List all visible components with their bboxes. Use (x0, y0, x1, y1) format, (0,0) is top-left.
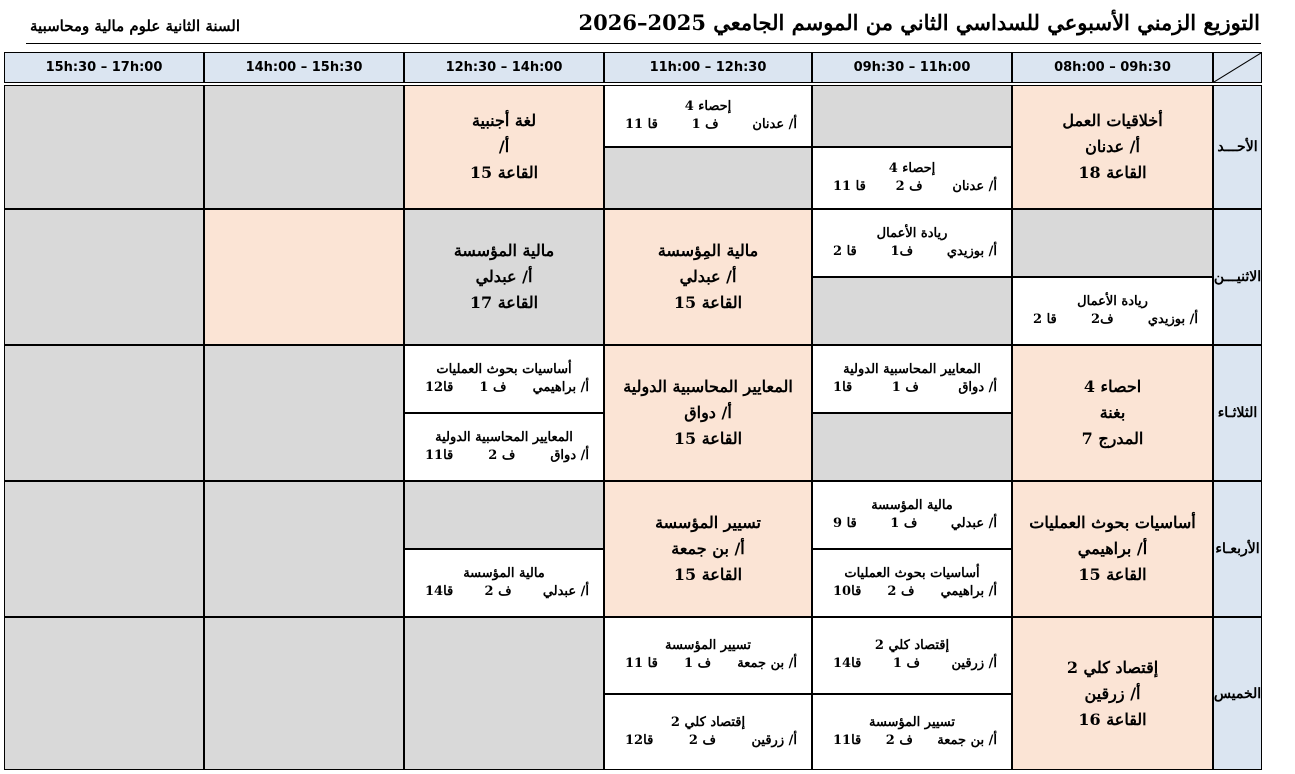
day-label-cell (1213, 209, 1262, 345)
group-label: ف2 (1091, 312, 1114, 327)
time-slot-header (404, 52, 604, 83)
lecture-cell[interactable] (1012, 617, 1213, 770)
session-details (827, 243, 997, 261)
session-details (1027, 311, 1198, 329)
room-name: القاعة 15 (673, 565, 743, 584)
day-name: الثلاثـاء (1217, 405, 1258, 421)
tutorial-cell[interactable] (1012, 277, 1213, 345)
lecture-cell[interactable] (1012, 481, 1213, 617)
lecture-cell[interactable] (604, 209, 812, 345)
day-name: الأربعـاء (1215, 541, 1260, 557)
tutorial-cell[interactable] (812, 345, 1012, 413)
group-label: ف 1 (892, 656, 920, 672)
session-details (827, 379, 997, 397)
course-name: إقتصاد كلي 2 (670, 714, 746, 730)
empty-slot (4, 481, 204, 617)
course-name: تسيير المؤسسة (868, 714, 956, 730)
group-label: ف 1 (890, 516, 918, 531)
page-title: التوزيع الزمني الأسبوعي للسداسي الثاني من الموسم الجامعي 2025–2026 (578, 10, 1260, 35)
empty-slot (812, 413, 1012, 481)
time-slot-label: 09h:30 – 11h:00 (853, 60, 971, 75)
teacher-name: أ/ دواق (958, 380, 997, 395)
room-name: القاعة 16 (1078, 709, 1147, 729)
time-slot-label: 15h:30 – 17h:00 (45, 60, 163, 75)
day-label-cell (1213, 345, 1262, 481)
teacher-name: أ/ عبدلي (679, 267, 737, 286)
lecture-cell[interactable] (604, 345, 812, 481)
course-name: إحصاء 4 (888, 161, 936, 176)
session-details (619, 732, 797, 750)
lecture-cell[interactable] (404, 85, 604, 209)
tutorial-cell[interactable] (812, 481, 1012, 549)
teacher-name: أ/ براهيمي (940, 584, 997, 599)
group-label: ف 1 (891, 380, 919, 395)
room-name: القاعة 15 (673, 293, 743, 312)
course-name: تسيير المؤسسة (664, 638, 752, 654)
room-name: المدرج 7 (1081, 429, 1144, 448)
teacher-name: أ/ براهيمي (532, 380, 589, 395)
session-details (827, 515, 997, 533)
teacher-name: أ/ بوزيدي (1147, 312, 1198, 327)
session-details (827, 583, 997, 601)
day-name: الأحـــد (1217, 139, 1258, 155)
day-label-cell (1213, 85, 1262, 209)
tutorial-cell[interactable] (812, 694, 1012, 771)
teacher-name: أ/ بوزيدي (946, 244, 997, 259)
session-details (827, 178, 997, 196)
tutorial-cell[interactable] (812, 209, 1012, 277)
course-name: أساسيات بحوث العمليات (844, 566, 980, 581)
empty-slot (4, 617, 204, 770)
teacher-name: أ/ زرقين (1084, 683, 1141, 703)
session-details (419, 583, 589, 601)
course-name: مالية المؤسسة (453, 241, 555, 260)
session-details (619, 116, 797, 134)
teacher-name: أ/ عبدلي (542, 584, 589, 599)
teacher-name: أ/ براهيمي (1077, 539, 1148, 558)
session-details (419, 379, 589, 397)
empty-slot (4, 209, 204, 345)
room-name: القاعة 15 (469, 163, 539, 182)
day-name: الاثنيـــن (1213, 269, 1262, 285)
lecture-cell[interactable] (604, 481, 812, 617)
teacher-name: أ/ دواق (684, 403, 732, 422)
teacher-name: أ/ بن جمعة (737, 656, 797, 672)
room-name: قا11 (833, 732, 862, 748)
teacher-name: أ/ عبدلي (475, 267, 533, 286)
teacher-name: أ/ زرقين (751, 732, 797, 748)
group-label: ف 1 (479, 380, 507, 395)
room-name: قا 11 (625, 656, 658, 672)
tutorial-cell[interactable] (604, 694, 812, 771)
group-label: ف 1 (691, 117, 719, 132)
group-label: ف 2 (885, 732, 913, 748)
group-label: ف 2 (488, 448, 516, 463)
group-label: ف1 (890, 244, 914, 259)
room-name: القاعة 15 (673, 429, 743, 448)
tutorial-cell[interactable] (404, 549, 604, 617)
empty-slot (204, 209, 404, 345)
session-details (827, 732, 997, 750)
course-name: لغة أجنبية (471, 111, 537, 130)
course-name: المعايير المحاسبية الدولية (435, 430, 573, 445)
course-name: احصاء 4 (1083, 377, 1142, 396)
room-name: قا11 (425, 448, 454, 463)
course-name: المعايير المحاسبية الدولية (843, 362, 981, 377)
tutorial-cell[interactable] (812, 617, 1012, 694)
time-slot-label: 12h:30 – 14h:00 (445, 60, 563, 75)
time-slot-header (604, 52, 812, 83)
day-label-cell (1213, 617, 1262, 770)
session-details (827, 655, 997, 673)
group-label: ف 2 (688, 732, 716, 748)
empty-slot (812, 85, 1012, 147)
lecture-cell[interactable] (404, 209, 604, 345)
empty-slot (4, 345, 204, 481)
course-name: أساسيات بحوث العمليات (1029, 513, 1196, 532)
course-name: المعايير المحاسبية الدولية (623, 377, 793, 396)
teacher-name: أ/ دواق (550, 448, 589, 463)
tutorial-cell[interactable] (812, 549, 1012, 617)
session-details (419, 447, 589, 465)
room-name: قا 11 (833, 179, 866, 194)
room-name: قا12 (425, 380, 454, 395)
teacher-name: أ/ عبدلي (950, 516, 997, 531)
corner-cell (1213, 52, 1262, 83)
tutorial-cell[interactable] (404, 345, 604, 413)
empty-slot (204, 617, 404, 770)
tutorial-cell[interactable] (604, 617, 812, 694)
teacher-name: أ/ عدنان (752, 117, 797, 132)
group-label: ف 2 (895, 179, 923, 194)
course-name: ريادة الأعمال (876, 226, 948, 241)
time-slot-header (812, 52, 1012, 83)
room-name: قا 2 (833, 244, 857, 259)
teacher-name: أ/ بن جمعة (937, 732, 997, 748)
time-slot-label: 11h:00 – 12h:30 (649, 60, 767, 75)
time-slot-header (4, 52, 204, 83)
room-name: قا 9 (833, 516, 857, 531)
room-name: قا12 (625, 732, 654, 748)
empty-slot (404, 617, 604, 770)
empty-slot (4, 85, 204, 209)
empty-slot (204, 345, 404, 481)
lecture-cell[interactable] (1012, 345, 1213, 481)
room-name: القاعة 18 (1078, 163, 1147, 182)
course-name: مالية المؤسسة (871, 498, 953, 513)
room-name: قا10 (833, 584, 862, 599)
room-name: القاعة 17 (469, 293, 539, 312)
empty-slot (204, 85, 404, 209)
room-name: قا1 (833, 380, 853, 395)
course-name: إقتصاد كلي 2 (874, 638, 950, 654)
course-name: ريادة الأعمال (1077, 294, 1148, 309)
group-label: ف 2 (887, 584, 915, 599)
empty-slot (204, 481, 404, 617)
day-name: الخميس (1213, 685, 1262, 702)
session-details (619, 655, 797, 673)
course-name: مالية المِؤسسة (657, 241, 759, 260)
teacher-name: بغنة (1099, 403, 1126, 422)
group-label: ف 1 (684, 656, 712, 672)
empty-slot (812, 277, 1012, 345)
page-subtitle: السنة الثانية علوم مالية ومحاسبية (30, 17, 241, 35)
room-name: قا 11 (625, 117, 658, 132)
course-name: تسيير المؤسسة (655, 513, 761, 532)
time-slot-label: 14h:00 – 15h:30 (245, 60, 363, 75)
room-name: القاعة 15 (1078, 565, 1147, 584)
teacher-name: أ/ زرقين (951, 656, 997, 672)
course-name: إحصاء 4 (684, 99, 732, 114)
time-slot-header (204, 52, 404, 83)
course-name: أخلاقيات العمل (1062, 111, 1163, 130)
teacher-name: أ/ (498, 137, 510, 156)
teacher-name: أ/ بن جمعة (671, 539, 745, 558)
empty-slot (404, 481, 604, 549)
tutorial-cell[interactable] (812, 147, 1012, 209)
course-name: أساسيات بحوث العمليات (436, 362, 572, 377)
teacher-name: أ/ عدنان (1085, 137, 1140, 156)
room-name: قا14 (833, 656, 862, 672)
group-label: ف 2 (484, 584, 512, 599)
time-slot-label: 08h:00 – 09h:30 (1054, 60, 1171, 75)
day-label-cell (1213, 481, 1262, 617)
course-name: مالية المؤسسة (463, 566, 545, 581)
empty-slot (604, 147, 812, 209)
teacher-name: أ/ عدنان (952, 179, 997, 194)
time-slot-header (1012, 52, 1213, 83)
room-name: قا 2 (1033, 312, 1057, 327)
empty-slot (1012, 209, 1213, 277)
tutorial-cell[interactable] (404, 413, 604, 481)
room-name: قا14 (425, 584, 454, 599)
tutorial-cell[interactable] (604, 85, 812, 147)
course-name: إقتصاد كلي 2 (1066, 657, 1159, 677)
lecture-cell[interactable] (1012, 85, 1213, 209)
